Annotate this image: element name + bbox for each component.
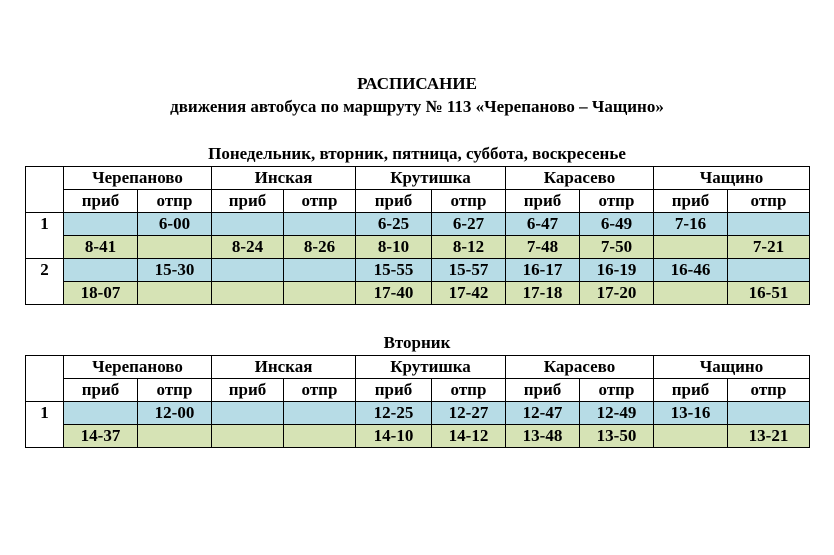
time-cell: 14-12 [432,425,506,448]
time-cell: 15-57 [432,259,506,282]
time-cell: 14-10 [356,425,432,448]
time-cell: 12-00 [138,402,212,425]
arrival-header: приб [654,379,728,402]
time-cell: 6-25 [356,213,432,236]
time-cell [212,425,284,448]
row-forward [26,402,810,425]
time-cell [64,213,138,236]
time-cell: 8-26 [284,236,356,259]
time-cell [284,425,356,448]
departure-header: отпр [138,190,212,213]
stop-header: Черепаново [64,167,212,190]
time-cell [654,236,728,259]
time-cell: 7-21 [728,236,810,259]
row-return [26,425,810,448]
arrival-header: приб [356,190,432,213]
arrival-header: приб [356,379,432,402]
time-cell: 12-27 [432,402,506,425]
schedule-table-weekdays [25,166,810,305]
stop-header: Крутишка [356,167,506,190]
time-cell: 6-47 [506,213,580,236]
time-cell [138,236,212,259]
time-cell: 13-48 [506,425,580,448]
departure-header: отпр [580,190,654,213]
departure-header: отпр [728,379,810,402]
page-subtitle: движения автобуса по маршруту № 113 «Черепаново – Чащино» [170,97,664,116]
time-cell [284,259,356,282]
table2-caption: Вторник [383,333,451,352]
time-cell [728,402,810,425]
time-cell: 15-55 [356,259,432,282]
row-forward [26,213,810,236]
arrival-header: приб [212,379,284,402]
table1-caption: Понедельник, вторник, пятница, суббота, воскресенье [208,144,626,163]
time-cell [138,425,212,448]
departure-header: отпр [284,190,356,213]
time-cell: 7-16 [654,213,728,236]
time-cell [654,282,728,305]
arrival-header: приб [64,190,138,213]
departure-header: отпр [138,379,212,402]
time-cell: 17-20 [580,282,654,305]
time-cell: 6-27 [432,213,506,236]
time-cell: 12-25 [356,402,432,425]
time-cell: 13-21 [728,425,810,448]
stop-header: Карасево [506,356,654,379]
time-cell [728,213,810,236]
header-row-arr-dep [26,379,810,402]
trip-number: 2 [26,259,64,305]
row-forward [26,259,810,282]
time-cell [212,282,284,305]
time-cell: 14-37 [64,425,138,448]
arrival-header: приб [212,190,284,213]
time-cell: 17-18 [506,282,580,305]
stop-header: Карасево [506,167,654,190]
time-cell: 13-50 [580,425,654,448]
time-cell: 12-49 [580,402,654,425]
time-cell: 7-48 [506,236,580,259]
header-row-stops [26,167,810,190]
stop-header: Чащино [654,167,810,190]
time-cell: 13-16 [654,402,728,425]
departure-header: отпр [580,379,654,402]
row-return [26,236,810,259]
time-cell: 16-19 [580,259,654,282]
row-return [26,282,810,305]
time-cell: 8-24 [212,236,284,259]
time-cell: 17-40 [356,282,432,305]
time-cell: 17-42 [432,282,506,305]
time-cell [654,425,728,448]
time-cell [64,402,138,425]
arrival-header: приб [506,190,580,213]
time-cell [212,402,284,425]
corner-cell [26,167,64,213]
stop-header: Инская [212,356,356,379]
time-cell [64,259,138,282]
time-cell [212,259,284,282]
departure-header: отпр [284,379,356,402]
departure-header: отпр [432,379,506,402]
time-cell: 6-00 [138,213,212,236]
time-cell: 12-47 [506,402,580,425]
arrival-header: приб [506,379,580,402]
departure-header: отпр [728,190,810,213]
time-cell: 8-12 [432,236,506,259]
stop-header: Крутишка [356,356,506,379]
time-cell [728,259,810,282]
time-cell [284,402,356,425]
time-cell: 8-41 [64,236,138,259]
time-cell: 16-51 [728,282,810,305]
trip-number: 1 [26,213,64,259]
time-cell: 7-50 [580,236,654,259]
time-cell [212,213,284,236]
time-cell: 16-17 [506,259,580,282]
time-cell [138,282,212,305]
stop-header: Черепаново [64,356,212,379]
header-row-stops [26,356,810,379]
time-cell: 16-46 [654,259,728,282]
arrival-header: приб [654,190,728,213]
schedule-table-tuesday [25,355,810,448]
time-cell [284,282,356,305]
page-title: РАСПИСАНИЕ [357,74,477,93]
departure-header: отпр [432,190,506,213]
trip-number: 1 [26,402,64,448]
time-cell: 6-49 [580,213,654,236]
header-row-arr-dep [26,190,810,213]
time-cell: 8-10 [356,236,432,259]
stop-header: Инская [212,167,356,190]
time-cell [284,213,356,236]
corner-cell [26,356,64,402]
stop-header: Чащино [654,356,810,379]
time-cell: 15-30 [138,259,212,282]
arrival-header: приб [64,379,138,402]
time-cell: 18-07 [64,282,138,305]
